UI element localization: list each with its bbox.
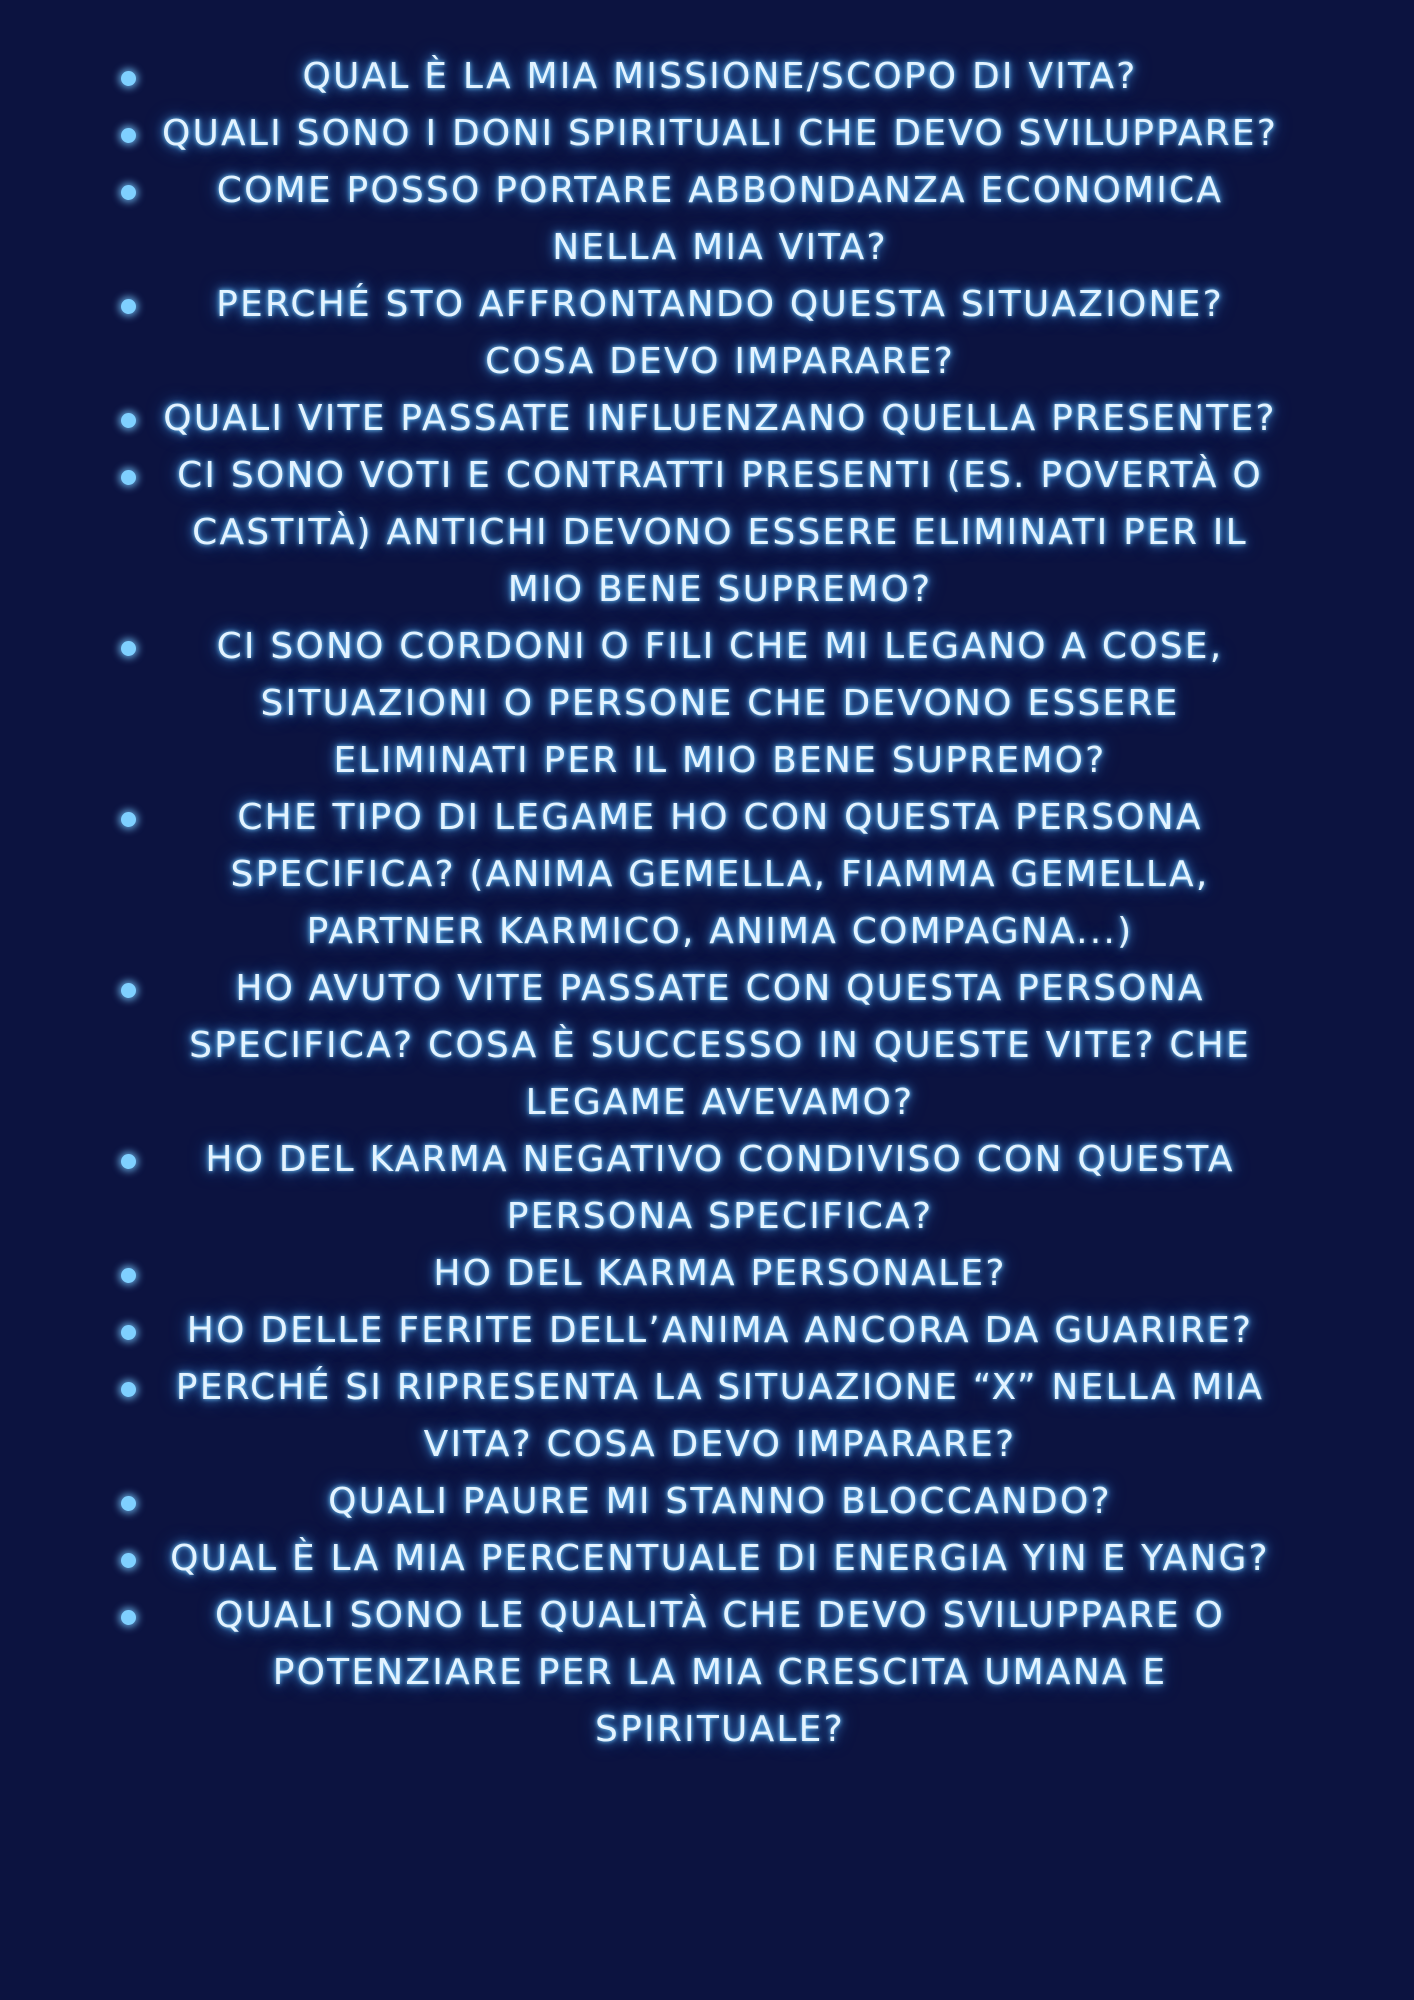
list-item [0,1245,1414,1302]
question-text: HO DEL KARMA PERSONALE? [433,1253,1007,1294]
question-text: CI SONO VOTI E CONTRATTI PRESENTI (ES. POVERTÀ O CASTITÀ) ANTICHI DEVONO ESSERE ELIMINATI PER IL MIO BENE SUPREMO? [177,455,1263,610]
list-item [0,390,1414,447]
list-item [0,276,1414,390]
bullet-icon [121,470,136,485]
question-text: QUALI SONO LE QUALITÀ CHE DEVO SVILUPPARE O POTENZIARE PER LA MIA CRESCITA UMANA E SPIRITUALE? [214,1595,1226,1750]
list-item [0,1302,1414,1359]
question-text: QUAL È LA MIA MISSIONE/SCOPO DI VITA? [302,56,1138,97]
list-item [0,1131,1414,1245]
list-item [0,1530,1414,1587]
list-item [0,48,1414,105]
bullet-icon [121,1325,136,1340]
list-item [0,1473,1414,1530]
question-text: QUALI PAURE MI STANNO BLOCCANDO? [328,1481,1112,1522]
bullet-icon [121,1154,136,1169]
bullet-icon [121,1553,136,1568]
bullet-icon [121,812,136,827]
bullet-icon [121,128,136,143]
bullet-icon [121,641,136,656]
list-item [0,162,1414,276]
question-list [0,48,1414,1758]
question-text: HO DELLE FERITE DELL’ANIMA ANCORA DA GUARIRE? [186,1310,1254,1351]
list-item [0,618,1414,789]
bullet-icon [121,983,136,998]
question-text: PERCHÉ STO AFFRONTANDO QUESTA SITUAZIONE? COSA DEVO IMPARARE? [216,284,1224,382]
list-item [0,789,1414,960]
list-item [0,1359,1414,1473]
bullet-icon [121,1610,136,1625]
bullet-icon [121,71,136,86]
question-text: QUAL È LA MIA PERCENTUALE DI ENERGIA YIN E YANG? [170,1538,1270,1579]
question-text: HO AVUTO VITE PASSATE CON QUESTA PERSONA SPECIFICA? COSA È SUCCESSO IN QUESTE VITE? CHE LEGAME AVEVAMO? [189,968,1251,1123]
list-item [0,447,1414,618]
question-text: COME POSSO PORTARE ABBONDANZA ECONOMICA NELLA MIA VITA? [216,170,1224,268]
question-text: CHE TIPO DI LEGAME HO CON QUESTA PERSONA SPECIFICA? (ANIMA GEMELLA, FIAMMA GEMELLA, PARTNER KARMICO, ANIMA COMPAGNA...) [230,797,1210,952]
bullet-icon [121,299,136,314]
question-text: PERCHÉ SI RIPRESENTA LA SITUAZIONE “X” NELLA MIA VITA? COSA DEVO IMPARARE? [175,1367,1265,1465]
list-item [0,105,1414,162]
bullet-icon [121,1496,136,1511]
bullet-icon [121,1268,136,1283]
list-item [0,960,1414,1131]
question-text: CI SONO CORDONI O FILI CHE MI LEGANO A COSE, SITUAZIONI O PERSONE CHE DEVONO ESSERE ELIMINATI PER IL MIO BENE SUPREMO? [216,626,1224,781]
question-text: QUALI VITE PASSATE INFLUENZANO QUELLA PRESENTE? [163,398,1277,439]
bullet-icon [121,185,136,200]
question-text: QUALI SONO I DONI SPIRITUALI CHE DEVO SVILUPPARE? [161,113,1279,154]
list-item [0,1587,1414,1758]
bullet-icon [121,413,136,428]
question-text: HO DEL KARMA NEGATIVO CONDIVISO CON QUESTA PERSONA SPECIFICA? [205,1139,1235,1237]
bullet-icon [121,1382,136,1397]
